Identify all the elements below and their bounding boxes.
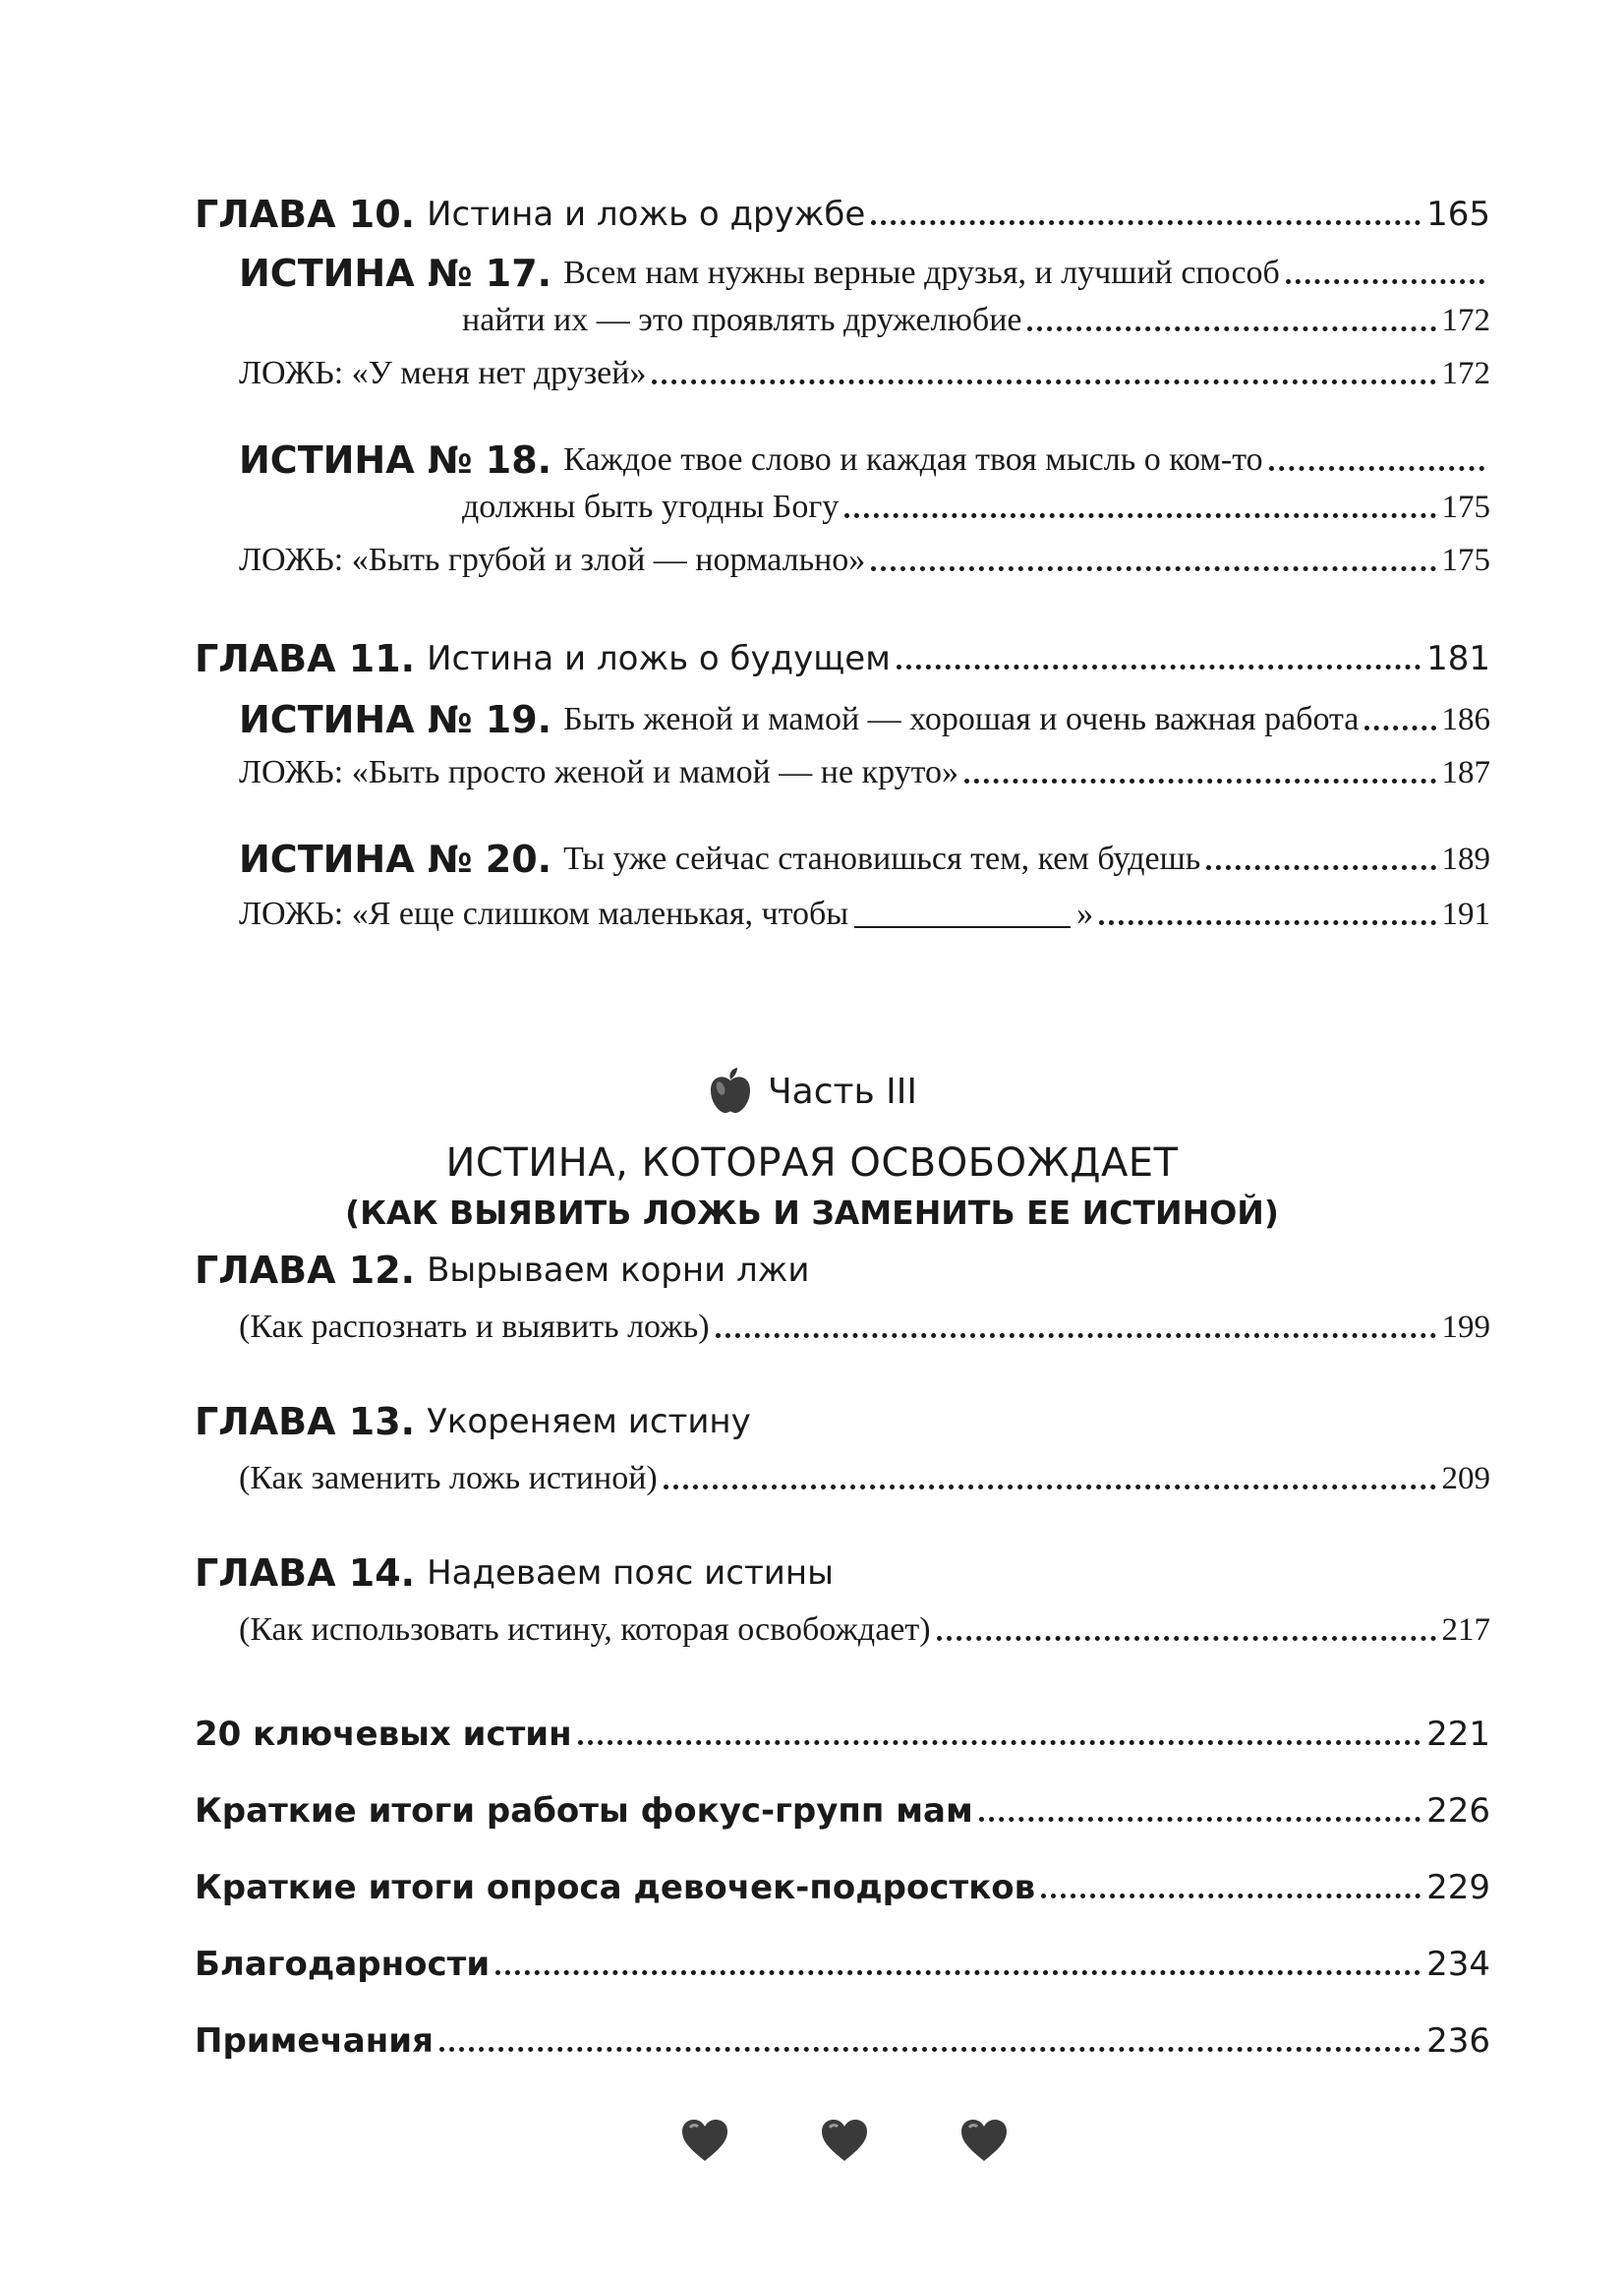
- chapter-title: Укореняем истину: [427, 1402, 751, 1441]
- toc-extra-notes[interactable]: [195, 2021, 1490, 2061]
- toc-chapter-14[interactable]: [195, 1553, 1490, 1593]
- dot-leader: [897, 665, 1421, 670]
- heart-icon: [680, 2118, 729, 2163]
- page-number: 199: [1441, 1310, 1490, 1345]
- toc-lie-19[interactable]: [239, 753, 1490, 792]
- page-number: 226: [1426, 1791, 1490, 1831]
- toc-lie-20[interactable]: [239, 895, 1490, 934]
- toc-chapter-12-sub[interactable]: [239, 1308, 1490, 1347]
- part-heading: [0, 1064, 1624, 1119]
- apple-icon: [707, 1067, 754, 1116]
- chapter-label: ГЛАВА 11.: [195, 637, 416, 680]
- lie-text: ЛОЖЬ: «Я еще слишком маленькая, чтобы: [239, 896, 849, 932]
- dot-leader: [652, 379, 1435, 384]
- dot-leader: [664, 1485, 1436, 1489]
- page-number: 187: [1441, 755, 1490, 790]
- page-number: 175: [1441, 543, 1490, 578]
- toc-extra-thanks[interactable]: [195, 1945, 1490, 1984]
- dot-leader: [844, 513, 1435, 518]
- page-number: 165: [1426, 195, 1490, 234]
- dot-leader: [495, 1970, 1421, 1975]
- dot-leader: [578, 1740, 1421, 1745]
- dot-leader: [964, 779, 1435, 784]
- page-number: 189: [1441, 842, 1490, 877]
- toc-chapter-14-sub[interactable]: [239, 1610, 1490, 1650]
- dot-leader: [1041, 1894, 1421, 1898]
- truth-text-cont: найти их — это проявлять дружелюбие: [462, 302, 1022, 338]
- fill-in-blank: [854, 925, 1071, 928]
- toc-lie-18[interactable]: [239, 541, 1490, 580]
- toc-extra-focus-groups[interactable]: [195, 1791, 1490, 1831]
- lie-text: ЛОЖЬ: «Быть просто женой и мамой — не круто»: [239, 754, 959, 790]
- dot-leader: [937, 1636, 1436, 1641]
- page-number: 181: [1426, 639, 1490, 678]
- toc-truth-20[interactable]: [239, 840, 1490, 879]
- chapter-label: ГЛАВА 10.: [195, 193, 416, 236]
- extra-title: Краткие итоги работы фокус-групп мам: [195, 1791, 973, 1831]
- extra-title: Примечания: [195, 2021, 434, 2061]
- toc-truth-18-cont[interactable]: [462, 488, 1490, 527]
- truth-label: ИСТИНА № 17.: [239, 252, 552, 295]
- part-label: Часть III: [767, 1071, 917, 1112]
- dot-leader: [1206, 865, 1435, 870]
- page-number: 172: [1441, 356, 1490, 391]
- lie-text-close: »: [1076, 896, 1094, 932]
- page-number: 172: [1441, 303, 1490, 338]
- page-number: 191: [1441, 897, 1490, 932]
- toc-extra-key-truths[interactable]: [195, 1715, 1490, 1754]
- truth-text: Ты уже сейчас становишься тем, кем будешь: [563, 841, 1201, 877]
- page-number: 221: [1426, 1715, 1490, 1754]
- chapter-title: Надеваем пояс истины: [427, 1553, 834, 1593]
- chapter-title: Истина и ложь о дружбе: [427, 195, 866, 234]
- page-number: 209: [1441, 1461, 1490, 1496]
- dot-leader: [1286, 279, 1484, 284]
- dot-leader: [1027, 326, 1435, 331]
- toc-chapter-13[interactable]: [195, 1402, 1490, 1441]
- heart-icon: [959, 2118, 1009, 2163]
- page-number: 234: [1426, 1945, 1490, 1984]
- toc-chapter-12[interactable]: [195, 1251, 1490, 1290]
- extra-title: 20 ключевых истин: [195, 1715, 572, 1754]
- truth-text: Быть женой и мамой — хорошая и очень важная работа: [563, 701, 1360, 737]
- part-subtitle: (КАК ВЫЯВИТЬ ЛОЖЬ И ЗАМЕНИТЬ ЕЕ ИСТИНОЙ): [344, 1194, 1279, 1232]
- truth-text-cont: должны быть угодны Богу: [462, 489, 840, 525]
- toc-truth-18[interactable]: [239, 440, 1490, 480]
- truth-label: ИСТИНА № 19.: [239, 698, 552, 741]
- page-number: 229: [1426, 1868, 1490, 1907]
- chapter-subtitle: (Как использовать истину, которая освобождает): [239, 1611, 931, 1648]
- dot-leader: [716, 1333, 1436, 1338]
- toc-chapter-13-sub[interactable]: [239, 1459, 1490, 1498]
- toc-chapter-11[interactable]: [195, 639, 1490, 678]
- toc-truth-19[interactable]: [239, 700, 1490, 739]
- heart-icon: [820, 2118, 869, 2163]
- truth-label: ИСТИНА № 20.: [239, 838, 552, 881]
- dot-leader: [439, 2047, 1421, 2052]
- chapter-label: ГЛАВА 12.: [195, 1249, 416, 1292]
- page-number: 175: [1441, 490, 1490, 525]
- toc-truth-17-cont[interactable]: [462, 301, 1490, 340]
- dot-leader: [871, 220, 1421, 225]
- chapter-subtitle: (Как заменить ложь истиной): [239, 1460, 658, 1496]
- toc-lie-17[interactable]: [239, 354, 1490, 393]
- part-title: ИСТИНА, КОТОРАЯ ОСВОБОЖДАЕТ: [445, 1140, 1179, 1186]
- chapter-title: Истина и ложь о будущем: [427, 639, 891, 678]
- page-number: 236: [1426, 2021, 1490, 2061]
- chapter-title: Вырываем корни лжи: [427, 1251, 810, 1290]
- extra-title: Благодарности: [195, 1945, 491, 1984]
- lie-text: ЛОЖЬ: «У меня нет друзей»: [239, 355, 647, 391]
- hearts-ornament: [0, 2112, 1624, 2171]
- chapter-label: ГЛАВА 14.: [195, 1551, 416, 1595]
- page-number: 217: [1441, 1612, 1490, 1648]
- toc-extra-survey[interactable]: [195, 1868, 1490, 1907]
- toc-chapter-10[interactable]: [195, 195, 1490, 234]
- dot-leader: [1099, 920, 1435, 925]
- toc-truth-17[interactable]: [239, 254, 1490, 293]
- dot-leader: [871, 566, 1435, 571]
- dot-leader: [979, 1817, 1421, 1822]
- extra-title: Краткие итоги опроса девочек-подростков: [195, 1868, 1036, 1907]
- chapter-subtitle: (Как распознать и выявить ложь): [239, 1309, 710, 1345]
- truth-text: Каждое твое слово и каждая твоя мысль о ком-то: [563, 441, 1263, 478]
- dot-leader: [1364, 726, 1435, 730]
- page-number: 186: [1441, 702, 1490, 737]
- chapter-label: ГЛАВА 13.: [195, 1400, 416, 1443]
- dot-leader: [1269, 466, 1484, 471]
- truth-label: ИСТИНА № 18.: [239, 438, 552, 482]
- truth-text: Всем нам нужны верные друзья, и лучший способ: [563, 255, 1280, 291]
- lie-text: ЛОЖЬ: «Быть грубой и злой — нормально»: [239, 542, 866, 578]
